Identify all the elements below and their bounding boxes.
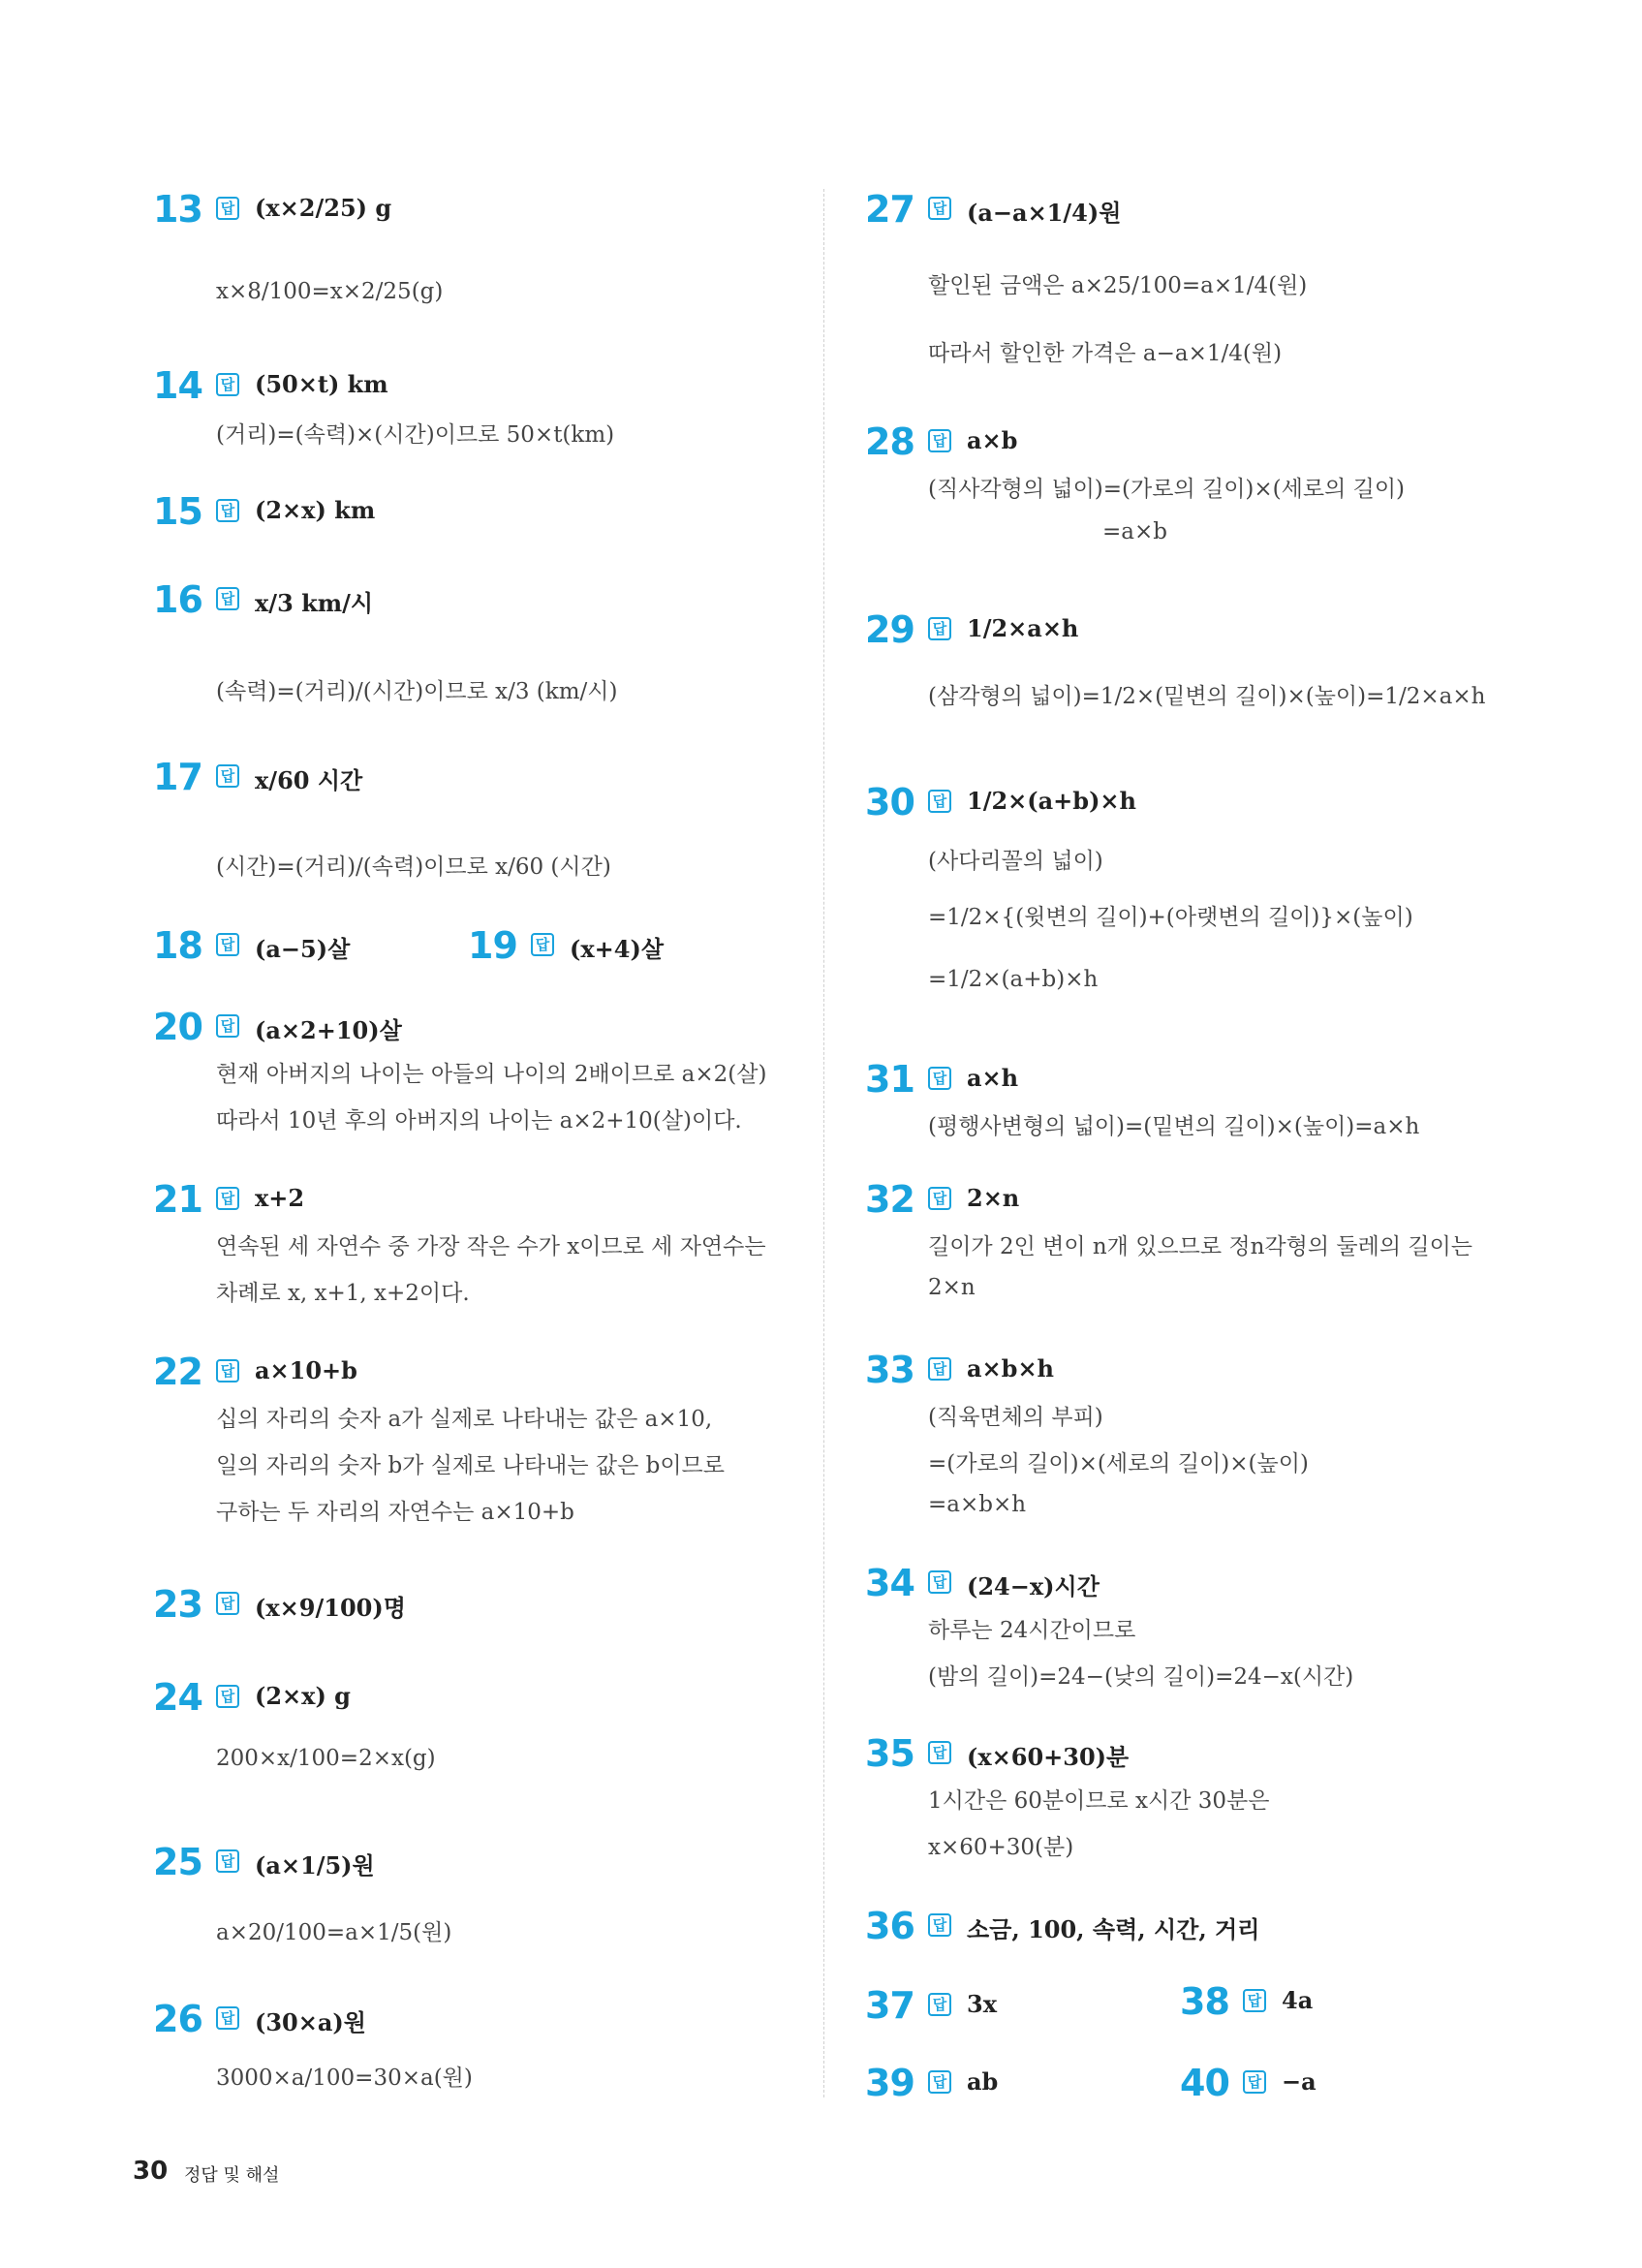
explanation-line: (사다리꼴의 넓이) (928, 849, 1103, 874)
answer-badge: 답 (531, 933, 554, 956)
item-number: 16 (153, 578, 202, 621)
answer-badge: 답 (216, 933, 239, 956)
explanation-line: 따라서 10년 후의 아버지의 나이는 a×2+10(살)이다. (216, 1108, 742, 1134)
answer-text: (x×9/100)명 (255, 1594, 406, 1622)
item-number: 15 (153, 490, 202, 533)
answer-badge: 답 (216, 1592, 239, 1615)
page-footer-label: 정답 및 해설 (184, 2165, 280, 2186)
explanation-line: 십의 자리의 숫자 a가 실제로 나타내는 값은 a×10, (216, 1407, 713, 1432)
answer-text: (x+4)살 (570, 935, 665, 963)
answer-badge: 답 (216, 1014, 239, 1038)
item-number: 13 (153, 188, 202, 231)
answer-badge: 답 (216, 764, 239, 788)
answer-badge: 답 (928, 617, 951, 640)
item-number: 22 (153, 1351, 202, 1393)
explanation-line: 할인된 금액은 a×25/100=a×1/4(원) (928, 273, 1308, 298)
explanation-line: 구하는 두 자리의 자연수는 a×10+b (216, 1500, 574, 1525)
answer-badge: 답 (928, 1357, 951, 1381)
answer-badge: 답 (928, 1067, 951, 1090)
explanation-line: (직사각형의 넓이)=(가로의 길이)×(세로의 길이) (928, 477, 1406, 502)
explanation-line: (삼각형의 넓이)=1/2×(밑변의 길이)×(높이)=1/2×a×h (928, 684, 1486, 709)
answer-badge: 답 (216, 1359, 239, 1383)
answer-text: x+2 (255, 1184, 305, 1212)
answer-badge: 답 (216, 1187, 239, 1210)
answer-text: (x×60+30)분 (967, 1743, 1130, 1771)
answer-badge: 답 (216, 587, 239, 610)
answer-text: (24−x)시간 (967, 1572, 1100, 1600)
answer-text: 1/2×(a+b)×h (967, 787, 1136, 815)
answer-text: a×10+b (255, 1356, 357, 1384)
item-number: 28 (865, 420, 914, 463)
explanation-line: =(가로의 길이)×(세로의 길이)×(높이) (928, 1451, 1309, 1476)
answer-text: 2×n (967, 1184, 1020, 1212)
answer-badge: 답 (928, 1993, 951, 2016)
item-number: 18 (153, 924, 202, 967)
answer-text: 3x (967, 1990, 998, 2018)
answer-badge: 답 (216, 499, 239, 522)
answer-text: x/60 시간 (255, 766, 363, 794)
answer-badge: 답 (928, 1741, 951, 1764)
explanation-line: =a×b×h (928, 1492, 1027, 1517)
explanation-line: x×60+30(분) (928, 1835, 1074, 1860)
item-number: 27 (865, 188, 914, 231)
page-number: 30 (133, 2157, 169, 2186)
item-number: 24 (153, 1676, 202, 1719)
explanation-line: 현재 아버지의 나이는 아들의 나이의 2배이므로 a×2(살) (216, 1062, 767, 1087)
item-number: 14 (153, 364, 202, 407)
item-number: 38 (1180, 1980, 1229, 2023)
explanation-line: 1시간은 60분이므로 x시간 30분은 (928, 1788, 1270, 1814)
answer-text: a×h (967, 1064, 1019, 1092)
answer-text: x/3 km/시 (255, 589, 374, 617)
explanation-line: x×8/100=x×2/25(g) (216, 279, 444, 304)
item-number: 39 (865, 2062, 914, 2104)
item-number: 32 (865, 1178, 914, 1221)
answer-badge: 답 (1243, 2070, 1266, 2094)
item-number: 37 (865, 1984, 914, 2027)
answer-text: (a×2+10)살 (255, 1016, 402, 1044)
answer-badge: 답 (928, 1570, 951, 1594)
answer-text: 1/2×a×h (967, 614, 1079, 642)
answer-text: −a (1282, 2067, 1317, 2096)
explanation-line: (직육면체의 부피) (928, 1405, 1103, 1430)
answer-text: (a−5)살 (255, 935, 351, 963)
item-number: 40 (1180, 2062, 1229, 2104)
explanation-line: =a×b (1102, 519, 1167, 544)
explanation-line: 연속된 세 자연수 중 가장 작은 수가 x이므로 세 자연수는 (216, 1234, 766, 1259)
explanation-line: 길이가 2인 변이 n개 있으므로 정n각형의 둘레의 길이는 (928, 1234, 1473, 1259)
explanation-line: 2×n (928, 1275, 976, 1300)
explanation-line: (밤의 길이)=24−(낮의 길이)=24−x(시간) (928, 1664, 1354, 1690)
answer-badge: 답 (928, 1187, 951, 1210)
explanation-line: 200×x/100=2×x(g) (216, 1746, 436, 1771)
explanation-line: a×20/100=a×1/5(원) (216, 1920, 452, 1945)
answer-text: 4a (1282, 1986, 1314, 2014)
item-number: 26 (153, 1998, 202, 2040)
explanation-line: (시간)=(거리)/(속력)이므로 x/60 (시간) (216, 854, 611, 880)
answer-text: 소금, 100, 속력, 시간, 거리 (967, 1915, 1260, 1943)
item-number: 21 (153, 1178, 202, 1221)
answer-text: (2×x) g (255, 1682, 351, 1710)
item-number: 36 (865, 1905, 914, 1947)
answer-text: (2×x) km (255, 496, 376, 524)
item-number: 29 (865, 608, 914, 651)
answer-badge: 답 (216, 197, 239, 220)
item-number: 20 (153, 1006, 202, 1048)
answer-text: (30×a)원 (255, 2008, 366, 2036)
item-number: 33 (865, 1349, 914, 1391)
item-number: 35 (865, 1732, 914, 1775)
answer-badge: 답 (928, 2070, 951, 2094)
answer-badge: 답 (928, 790, 951, 813)
answer-text: (a−a×1/4)원 (967, 199, 1122, 227)
answer-badge: 답 (928, 197, 951, 220)
answer-badge: 답 (1243, 1989, 1266, 2012)
item-number: 19 (468, 924, 517, 967)
item-number: 34 (865, 1562, 914, 1604)
answer-badge: 답 (216, 2006, 239, 2030)
item-number: 23 (153, 1583, 202, 1626)
answer-text: (a×1/5)원 (255, 1851, 375, 1880)
answer-text: (x×2/25) g (255, 194, 392, 222)
explanation-line: 따라서 할인한 가격은 a−a×1/4(원) (928, 341, 1283, 366)
answer-text: ab (967, 2067, 999, 2096)
answer-badge: 답 (216, 373, 239, 396)
explanation-line: =1/2×(a+b)×h (928, 967, 1099, 992)
explanation-line: (평행사변형의 넓이)=(밑변의 길이)×(높이)=a×h (928, 1114, 1420, 1139)
item-number: 25 (153, 1841, 202, 1883)
answer-badge: 답 (216, 1685, 239, 1708)
answer-badge: 답 (216, 1849, 239, 1873)
explanation-line: 차례로 x, x+1, x+2이다. (216, 1281, 470, 1306)
answer-badge: 답 (928, 1913, 951, 1937)
item-number: 31 (865, 1058, 914, 1101)
column-divider (823, 189, 824, 2097)
explanation-line: 3000×a/100=30×a(원) (216, 2066, 473, 2091)
explanation-line: (속력)=(거리)/(시간)이므로 x/3 (km/시) (216, 679, 618, 704)
answer-badge: 답 (928, 429, 951, 452)
answer-text: (50×t) km (255, 370, 388, 398)
explanation-line: =1/2×{(윗변의 길이)+(아랫변의 길이)}×(높이) (928, 905, 1413, 930)
item-number: 17 (153, 756, 202, 798)
answer-text: a×b (967, 426, 1018, 454)
item-number: 30 (865, 781, 914, 823)
answer-text: a×b×h (967, 1354, 1054, 1383)
explanation-line: 하루는 24시간이므로 (928, 1618, 1136, 1643)
explanation-line: (거리)=(속력)×(시간)이므로 50×t(km) (216, 422, 615, 448)
explanation-line: 일의 자리의 숫자 b가 실제로 나타내는 값은 b이므로 (216, 1453, 725, 1478)
